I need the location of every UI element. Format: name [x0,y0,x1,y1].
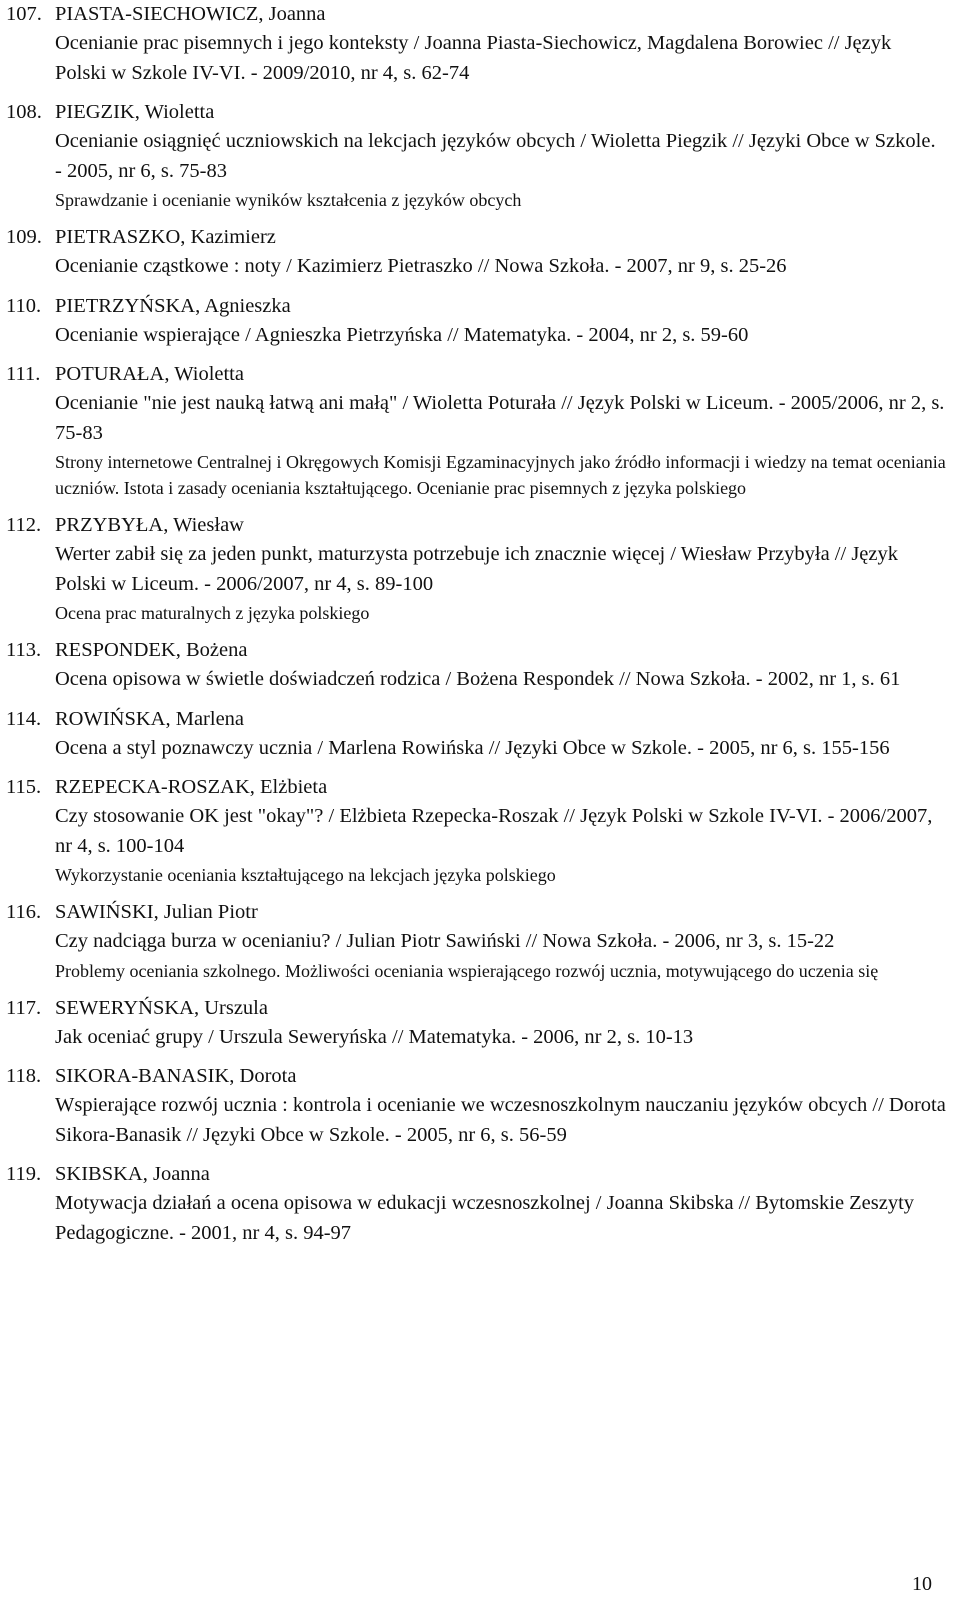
bibliography-entry [6,898,946,984]
entry-author: SIKORA-BANASIK, Dorota [55,1065,297,1087]
entry-number: 117. [6,996,42,1019]
entry-keywords: Problemy oceniania szkolnego. Możliwości oceniania wspierającego rozwój ucznia, motywującego do uczenia się [55,960,879,981]
entry-keywords: Strony internetowe Centralnej i Okręgowych Komisji Egzaminacyjnych jako źródło informacji i wiedzy na temat oceniania uczniów. Istota i zasady oceniania kształtującego. Ocenianie prac pisemnych z języka polskiego [55,452,946,498]
entry-title: Ocena a styl poznawczy ucznia / Marlena Rowińska // Języki Obce w Szkole. - 2005, nr 6, s. 155-156 [55,736,890,759]
page-number: 10 [912,1573,932,1595]
entry-title: Ocenianie cząstkowe : noty / Kazimierz Pietraszko // Nowa Szkoła. - 2007, nr 9, s. 25-26 [55,255,787,277]
entry-number: 115. [6,776,42,798]
entry-author: PRZYBYŁA, Wiesław [55,514,244,536]
entry-number: 119. [6,1163,42,1185]
entry-number: 114. [6,707,42,730]
bibliography-entry [6,636,946,695]
entry-keywords: Ocena prac maturalnych z języka polskiego [55,603,370,623]
entry-author: PIETRZYŃSKA, Agnieszka [55,294,291,317]
entry-number: 110. [6,294,42,317]
entry-author: PIETRASZKO, Kazimierz [55,226,276,248]
entry-number: 118. [6,1065,42,1087]
bibliography-entry [6,773,946,888]
entry-author: RESPONDEK, Bożena [55,639,248,661]
entry-number: 116. [6,901,42,923]
entry-title: Werter zabił się za jeden punkt, maturzysta potrzebuje ich znacznie więcej / Wiesław Przybyła // Język Polski w Liceum. - 2006/2007, nr 4, s. 89-100 [55,543,898,595]
bibliography-entry [6,0,946,88]
entry-keywords: Sprawdzanie i ocenianie wyników kształcenia z języków obcych [55,190,522,210]
entry-title: Ocenianie "nie jest nauką łatwą ani małą" / Wioletta Poturała // Język Polski w Liceum. - 2005/2006, nr 2, s. 75-83 [55,392,945,444]
entry-number: 107. [6,3,42,25]
entry-title: Jak oceniać grupy / Urszula Seweryńska // Matematyka. - 2006, nr 2, s. 10-13 [55,1025,694,1048]
entry-keywords: Wykorzystanie oceniania kształtującego na lekcjach języka polskiego [55,865,556,885]
entry-number: 109. [6,226,42,248]
entry-title: Motywacja działań a ocena opisowa w edukacji wczesnoszkolnej / Joanna Skibska // Bytomskie Zeszyty Pedagogiczne. - 2001, nr 4, s. 94-97 [55,1192,915,1244]
entry-number: 108. [6,101,42,123]
bibliography-entry [6,223,946,282]
entry-title: Ocenianie osiągnięć uczniowskich na lekcjach języków obcych / Wioletta Piegzik // Języki Obce w Szkole. - 2005, nr 6, s. 75-83 [55,130,936,182]
entry-title: Ocenianie wspierające / Agnieszka Pietrzyńska // Matematyka. - 2004, nr 2, s. 59-60 [55,323,749,346]
entry-title: Ocena opisowa w świetle doświadczeń rodzica / Bożena Respondek // Nowa Szkoła. - 2002, nr 1, s. 61 [55,668,901,690]
entry-author: POTURAŁA, Wioletta [55,363,244,385]
entry-author: SAWIŃSKI, Julian Piotr [55,901,258,923]
entry-number: 113. [6,639,42,661]
entry-title: Wspierające rozwój ucznia : kontrola i ocenianie we wczesnoszkolnym nauczaniu języków obcych // Dorota Sikora-Banasik // Języki Obce w Szkole. - 2005, nr 6, s. 56-59 [55,1094,946,1146]
bibliography-entry [6,98,946,213]
bibliography-entry [6,511,946,626]
bibliography-entry [6,994,946,1053]
entry-number: 112. [6,514,42,536]
entry-number: 111. [6,363,41,385]
entry-author: PIASTA-SIECHOWICZ, Joanna [55,3,326,25]
entry-author: RZEPECKA-ROSZAK, Elżbieta [55,776,328,798]
bibliography-entry [6,1160,946,1248]
bibliography-entry [6,360,946,501]
bibliography-entry [6,705,946,764]
bibliography-entry [6,1062,946,1150]
entry-author: SEWERYŃSKA, Urszula [55,996,268,1019]
entry-title: Ocenianie prac pisemnych i jego konteksty / Joanna Piasta-Siechowicz, Magdalena Borowiec // Język Polski w Szkole IV-VI. - 2009/2010, nr 4, s. 62-74 [55,32,892,84]
entry-author: PIEGZIK, Wioletta [55,101,215,123]
bibliography-list [6,0,946,1248]
entry-author: SKIBSKA, Joanna [55,1163,210,1185]
bibliography-entry [6,292,946,351]
entry-author: ROWIŃSKA, Marlena [55,707,245,730]
entry-title: Czy stosowanie OK jest "okay"? / Elżbieta Rzepecka-Roszak // Język Polski w Szkole IV-VI. - 2006/2007, nr 4, s. 100-104 [55,805,933,857]
entry-title: Czy nadciąga burza w ocenianiu? / Julian Piotr Sawiński // Nowa Szkoła. - 2006, nr 3, s. 15-22 [55,930,835,952]
